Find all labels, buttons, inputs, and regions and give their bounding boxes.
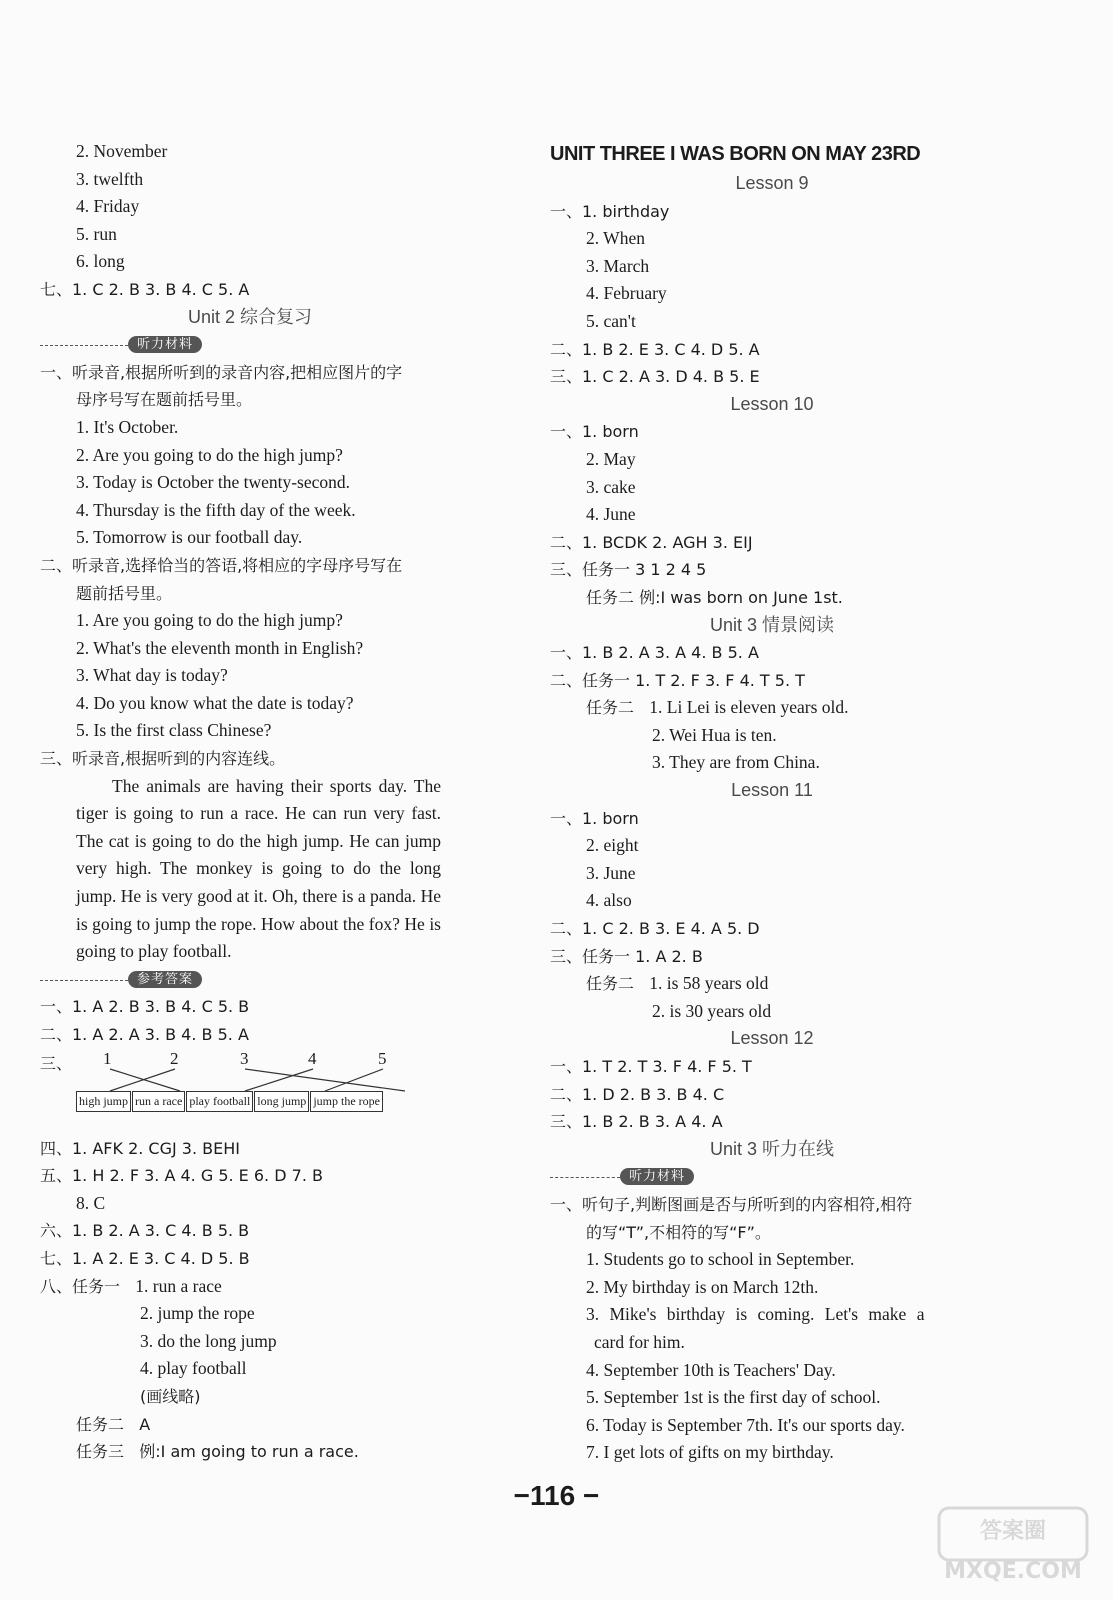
answer-note: (画线略) bbox=[140, 1386, 201, 1406]
answer-line: 任务三 例:I am going to run a race. bbox=[76, 1442, 359, 1462]
answer-line: 二、1. C 2. B 3. E 4. A 5. D bbox=[550, 919, 760, 939]
question-head: 一、听句子,判断图画是否与所听到的内容相符,相符 bbox=[550, 1194, 913, 1214]
answer-line: 2. eight bbox=[586, 835, 639, 856]
answer-line: 4. play football bbox=[140, 1358, 247, 1379]
match-number: 4 bbox=[308, 1048, 317, 1068]
answer-line: 2. When bbox=[586, 228, 645, 249]
match-line bbox=[245, 1069, 405, 1091]
answer-line: 5. can't bbox=[586, 310, 636, 331]
lesson-title: Lesson 10 bbox=[730, 393, 814, 414]
answer-line: 2. Wei Hua is ten. bbox=[652, 724, 777, 745]
tag-label: 参考答案 bbox=[128, 971, 202, 988]
script-line: 2. My birthday is on March 12th. bbox=[586, 1276, 819, 1297]
answer-line: 二、1. A 2. A 3. B 4. B 5. A bbox=[40, 1025, 249, 1044]
script-line: 4. Do you know what the date is today? bbox=[76, 692, 354, 713]
watermark-logo: 答案圈 MXQE.COM bbox=[933, 1502, 1093, 1592]
answer-line: 任务二 A bbox=[76, 1414, 151, 1434]
tag-label: 听力材料 bbox=[620, 1168, 694, 1185]
answer-line: 三、任务一 1. A 2. B bbox=[550, 946, 703, 966]
script-line: 4. Thursday is the fifth day of the week. bbox=[76, 499, 356, 520]
script-line: 4. September 10th is Teachers' Day. bbox=[586, 1359, 836, 1380]
script-line: 3. Today is October the twenty-second. bbox=[76, 472, 351, 493]
script-line: 5. Is the first class Chinese? bbox=[76, 720, 272, 741]
listening-material-tag bbox=[550, 1163, 982, 1191]
answer-line: 3. do the long jump bbox=[140, 1330, 277, 1351]
question-head: 三、听录音,根据听到的内容连线。 bbox=[40, 749, 286, 769]
listening-material-tag bbox=[40, 331, 460, 359]
section-title: Unit 3 听力在线 bbox=[709, 1138, 835, 1159]
tag-label: 听力材料 bbox=[128, 336, 202, 353]
question-head: 母序号写在题前括号里。 bbox=[76, 390, 253, 410]
answer-line: 3. March bbox=[586, 255, 650, 276]
lesson-title: Lesson 12 bbox=[730, 1028, 814, 1049]
script-line: 5. September 1st is the first day of school. bbox=[586, 1387, 881, 1408]
left-column bbox=[40, 138, 460, 1466]
answer-line: 4. also bbox=[586, 890, 632, 911]
answer-line: 三、任务一 3 1 2 4 5 bbox=[550, 560, 707, 580]
unit-title: UNIT THREE I WAS BORN ON MAY 23RD bbox=[550, 143, 921, 165]
match-box: run a race bbox=[132, 1091, 185, 1112]
question-head: 题前括号里。 bbox=[76, 583, 173, 603]
answer-line: 一、1. T 2. T 3. F 4. F 5. T bbox=[550, 1057, 752, 1076]
answer-line: 3. twelfth bbox=[76, 168, 144, 189]
answer-line: 一、1. A 2. B 3. B 4. C 5. B bbox=[40, 997, 250, 1017]
match-box: high jump bbox=[76, 1091, 131, 1112]
script-line: 3. What day is today? bbox=[76, 665, 228, 686]
answer-line: 3. cake bbox=[586, 476, 636, 497]
script-line: 7. I get lots of gifts on my birthday. bbox=[586, 1442, 834, 1463]
answer-line: 3. They are from China. bbox=[652, 752, 820, 773]
script-line: 5. Tomorrow is our football day. bbox=[76, 527, 303, 548]
script-line: 6. Today is September 7th. It's our sports day. bbox=[586, 1414, 905, 1435]
answer-line: 七、1. C 2. B 3. B 4. C 5. A bbox=[40, 279, 250, 299]
section-title: Unit 2 综合复习 bbox=[187, 306, 313, 327]
lesson-title: Lesson 9 bbox=[735, 173, 809, 193]
match-box: play football bbox=[186, 1091, 253, 1112]
right-column bbox=[550, 138, 982, 1467]
answer-line: 七、1. A 2. E 3. C 4. D 5. B bbox=[40, 1248, 250, 1268]
answer-line: 3. June bbox=[586, 862, 636, 883]
answer-line: 三、1. B 2. B 3. A 4. A bbox=[550, 1112, 723, 1132]
match-number: 2 bbox=[170, 1048, 179, 1068]
matching-diagram bbox=[40, 1049, 460, 1135]
section-title: Unit 3 情景阅读 bbox=[709, 614, 835, 635]
answer-line: 2. jump the rope bbox=[140, 1303, 255, 1324]
question-head: 二、听录音,选择恰当的答语,将相应的字母序号写在 bbox=[40, 555, 403, 575]
answer-line: 任务二 例:I was born on June 1st. bbox=[586, 587, 843, 607]
script-line: 3. Mike's birthday is coming. Let's make a bbox=[586, 1304, 925, 1325]
answer-line: 一、1. born bbox=[550, 808, 639, 828]
answer-line: 8. C bbox=[76, 1192, 106, 1213]
answer-line: 八、任务一 1. run a race bbox=[40, 1275, 222, 1296]
script-paragraph: The animals are having their sports day. The tiger is going to run a race. He can run very fast. The cat is going to do the high jump. He can jump very high. The monkey is going to do the long jump. He is very good at it. Oh, there is a panda. He is going to jump the rope. How about the fox? He is going to play football. bbox=[76, 775, 441, 962]
answer-line: 2. May bbox=[586, 448, 636, 469]
script-line: 2. What's the eleventh month in English? bbox=[76, 637, 364, 658]
match-number: 3 bbox=[240, 1048, 249, 1068]
answer-line: 四、1. AFK 2. CGJ 3. BEHI bbox=[40, 1138, 240, 1158]
answer-line: 二、任务一 1. T 2. F 3. F 4. T 5. T bbox=[550, 670, 805, 690]
script-line: 2. Are you going to do the high jump? bbox=[76, 444, 343, 465]
answer-line: 2. is 30 years old bbox=[652, 1000, 772, 1021]
answer-line: 一、1. born bbox=[550, 422, 639, 442]
matching-label: 三、 bbox=[40, 1053, 73, 1073]
script-line: 1. Students go to school in September. bbox=[586, 1249, 855, 1270]
answer-line: 三、1. C 2. A 3. D 4. B 5. E bbox=[550, 367, 760, 387]
match-line bbox=[245, 1069, 313, 1091]
question-head: 的写“T”,不相符的写“F”。 bbox=[586, 1222, 771, 1242]
answer-line: 4. February bbox=[586, 283, 667, 304]
answer-line: 4. June bbox=[586, 504, 636, 525]
answer-line: 一、1. birthday bbox=[550, 201, 670, 221]
answer-key-tag bbox=[40, 966, 460, 994]
answer-line: 5. run bbox=[76, 223, 117, 244]
answer-line: 4. Friday bbox=[76, 196, 140, 217]
answer-line: 6. long bbox=[76, 251, 125, 272]
answer-line: 二、1. BCDK 2. AGH 3. EIJ bbox=[550, 532, 753, 552]
script-line: card for him. bbox=[594, 1331, 685, 1352]
match-number: 1 bbox=[103, 1048, 112, 1068]
match-box: long jump bbox=[254, 1091, 309, 1112]
lesson-title: Lesson 11 bbox=[731, 780, 813, 801]
script-line: 1. Are you going to do the high jump? bbox=[76, 610, 343, 631]
answer-line: 任务二 1. is 58 years old bbox=[586, 973, 769, 994]
answer-line: 2. November bbox=[76, 141, 168, 161]
answer-line: 二、1. B 2. E 3. C 4. D 5. A bbox=[550, 339, 760, 359]
page-number: −116 − bbox=[513, 1480, 600, 1511]
answer-line: 一、1. B 2. A 3. A 4. B 5. A bbox=[550, 643, 759, 663]
match-line bbox=[325, 1069, 383, 1091]
question-head: 一、听录音,根据所听到的录音内容,把相应图片的字 bbox=[40, 362, 403, 382]
answer-line: 六、1. B 2. A 3. C 4. B 5. B bbox=[40, 1221, 250, 1241]
answer-line: 五、1. H 2. F 3. A 4. G 5. E 6. D 7. B bbox=[40, 1166, 323, 1186]
match-box: jump the rope bbox=[310, 1091, 383, 1112]
answer-line: 任务二 1. Li Lei is eleven years old. bbox=[586, 697, 849, 718]
answer-line: 二、1. D 2. B 3. B 4. C bbox=[550, 1084, 725, 1104]
script-line: 1. It's October. bbox=[76, 416, 179, 437]
match-number: 5 bbox=[378, 1048, 387, 1068]
